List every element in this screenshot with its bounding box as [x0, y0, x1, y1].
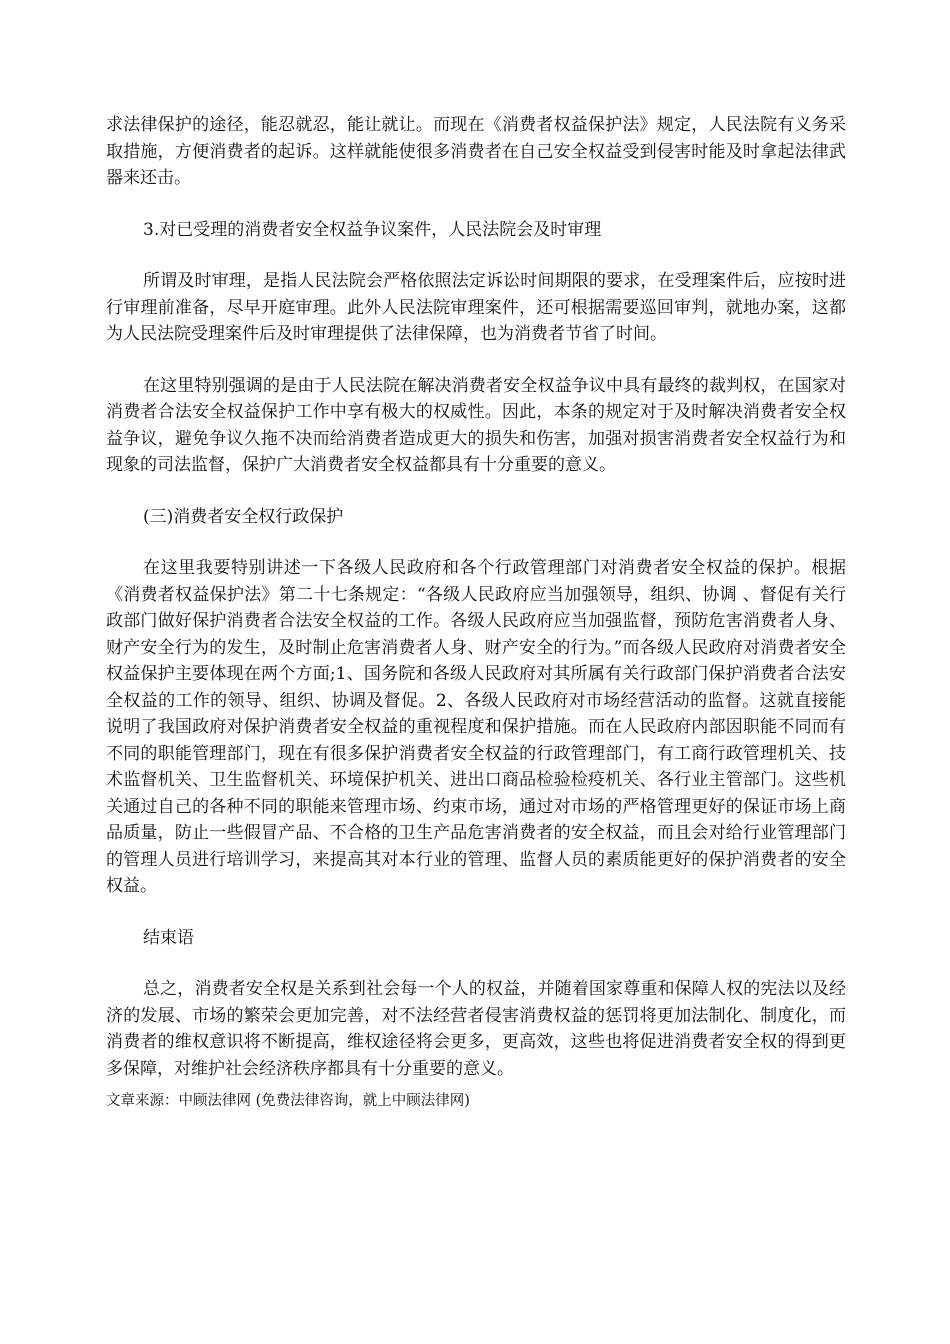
paragraph-conclusion: 总之，消费者安全权是关系到社会每一个人的权益，并随着国家尊重和保障人权的宪法以及经济的发展、市场的繁荣会更加完善，对不法经营者侵害消费权益的惩罚将更加法制化、制度化，而消费者的维权意识将不断提高，维权途径将会更多，更高效，这些也将促进消费者安全权的得到更多保障，对维护社会经济秩序都具有十分重要的意义。: [106, 979, 846, 1079]
section-heading-conclusion: 结束语: [143, 927, 194, 948]
paragraph-timely-trial: 所谓及时审理，是指人民法院会严格依照法定诉讼时间期限的要求，在受理案件后，应按时进行审理前准备，尽早开庭审理。此外人民法院审理案件，还可根据需要巡回审判，就地办案，这都为人民法院受理案件后及时审理提供了法律保障，也为消费者节省了时间。: [106, 271, 846, 344]
section-heading-administrative-protection: (三)消费者安全权行政保护: [143, 506, 344, 527]
section-heading-timely-trial: 3.对已受理的消费者安全权益争议案件，人民法院会及时审理: [143, 219, 602, 240]
paragraph-continued: 求法律保护的途径，能忍就忍，能让就让。而现在《消费者权益保护法》规定，人民法院有义务采取措施，方便消费者的起诉。这样就能使很多消费者在自己安全权益受到侵害时能及时拿起法律武器来还击。: [106, 115, 846, 188]
document-page: [106, 112, 846, 1112]
article-source: 文章来源：中顾法律网 (免费法律咨询，就上中顾法律网): [106, 1093, 470, 1109]
paragraph-court-authority: 在这里特别强调的是由于人民法院在解决消费者安全权益争议中具有最终的裁判权，在国家对消费者合法安全权益保护工作中享有极大的权威性。因此，本条的规定对于及时解决消费者安全权益争议，避免争议久拖不决而给消费者造成更大的损失和伤害，加强对损害消费者安全权益行为和现象的司法监督，保护广大消费者安全权益都具有十分重要的意义。: [106, 375, 846, 475]
paragraph-administrative-protection: 在这里我要特别讲述一下各级人民政府和各个行政管理部门对消费者安全权益的保护。根据《消费者权益保护法》第二十七条规定：“各级人民政府应当加强领导，组织、协调 、督促有关行政部门做好保护消费者合法安全权益的工作。各级人民政府应当加强监督，预防危害消费者人身、财产安全行为的发生，及时制止危害消费者人身、财产安全的行为。”而各级人民政府对消费者安全权益保护主要体现在两个方面;1、国务院和各级人民政府对其所属有关行政部门保护消费者合法安全权益的工作的领导、组织、协调及督促。2、各级人民政府对市场经营活动的监督。这就直接能说明了我国政府对保护消费者安全权益的重视程度和保护措施。而在人民政府内部因职能不同而有不同的职能管理部门，现在有很多保护消费者安全权益的行政管理部门，有工商行政管理机关、技术监督机关、卫生监督机关、环境保护机关、进出口商品检验检疫机关、各行业主管部门。这些机关通过自己的各种不同的职能来管理市场、约束市场，通过对市场的严格管理更好的保证市场上商品质量，防止一些假冒产品、不合格的卫生产品危害消费者的安全权益，而且会对给行业管理部门的管理人员进行培训学习，来提高其对本行业的管理、监督人员的素质能更好的保护消费者的安全权益。: [106, 558, 846, 896]
